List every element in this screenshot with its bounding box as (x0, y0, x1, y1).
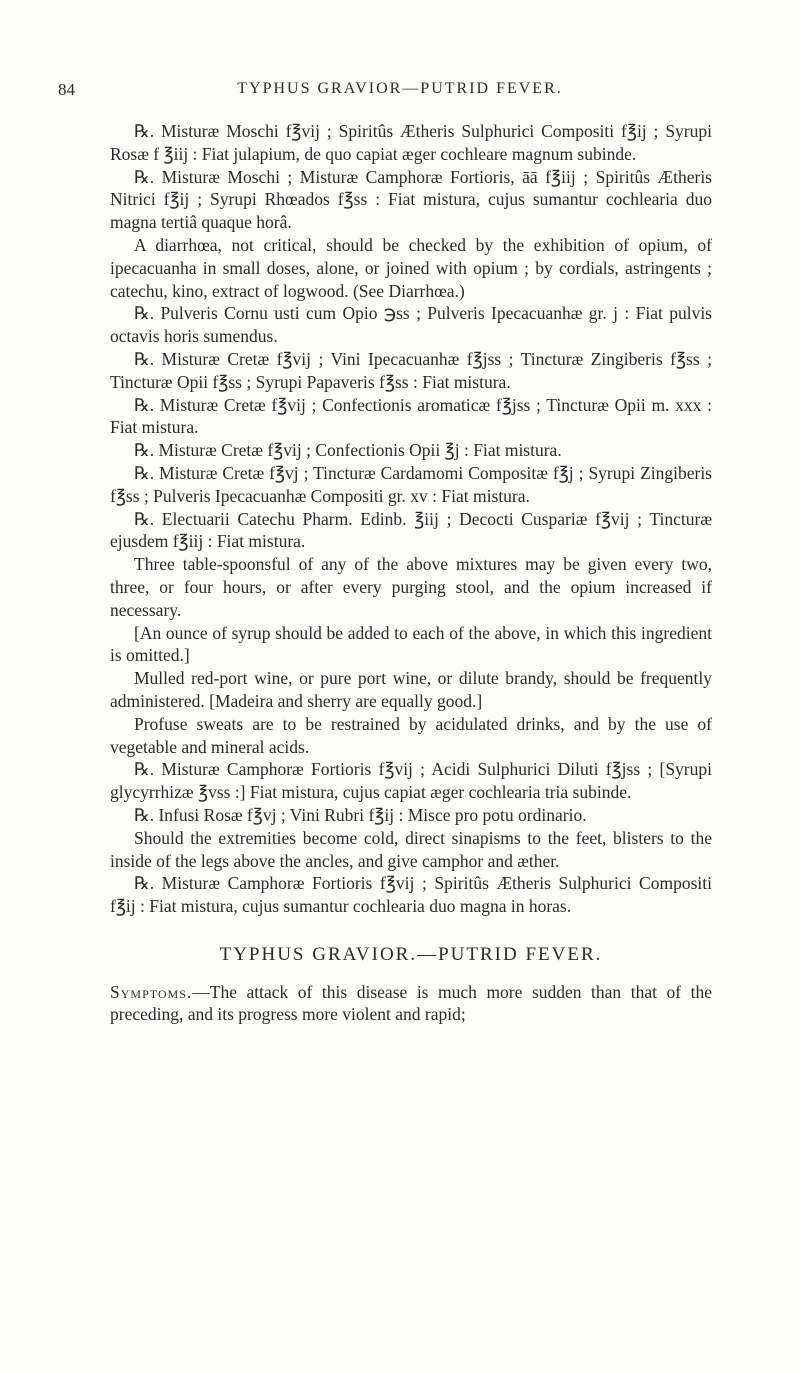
prescription-paragraph: ℞. Pulveris Cornu usti cum Opio ℈ss ; Pulveris Ipecacuanhæ gr. j : Fiat pulvis octavis horis sumendus. (110, 303, 712, 347)
section-text: —The attack of this disease is much more sudden than that of the preceding, and its progress more violent and rapid; (110, 981, 712, 1025)
text-paragraph: Should the extremities become cold, direct sinapisms to the feet, blisters to the inside of the legs above the ancles, and give camphor and æther. (110, 827, 712, 871)
prescription-paragraph: ℞. Infusi Rosæ f℥vj ; Vini Rubri f℥ij : Misce pro potu ordinario. (134, 804, 587, 825)
text-paragraph: [An ounce of syrup should be added to each of the above, in which this ingredient is omitted.] (110, 622, 712, 666)
text-paragraph: Mulled red-port wine, or pure port wine, or dilute brandy, should be frequently administered. [Madeira and sherry are equally good.] (110, 668, 712, 711)
prescription-paragraph: ℞. Electuarii Catechu Pharm. Edinb. ℥iij ; Decocti Cuspariæ f℥vij ; Tincturæ ejusdem f℥iij : Fiat mistura. (110, 508, 712, 552)
section-paragraph (110, 981, 712, 1027)
prescription-paragraph: ℞. Misturæ Camphoræ Fortioris f℥vij ; Spiritûs Ætheris Sulphurici Compositi f℥ij : Fiat mistura, cujus sumantur cochlearia duo magna in horas. (110, 873, 712, 917)
text-paragraph: Profuse sweats are to be restrained by acidulated drinks, and by the use of vegetable and mineral acids. (110, 713, 712, 757)
prescription-paragraph: ℞. Misturæ Cretæ f℥vj ; Tincturæ Cardamomi Compositæ f℥j ; Syrupi Zingiberis f℥ss ; Pulveris Ipecacuanhæ Compositi gr. xv : Fiat mistura. (110, 462, 712, 506)
prescription-paragraph: ℞. Misturæ Moschi ; Misturæ Camphoræ Fortioris, āā f℥iij ; Spiritûs Ætheris Nitrici f℥ij ; Syrupi Rhœados f℥ss : Fiat mistura, cujus sumantur cochlearia duo magna tertiâ quaque horâ. (110, 166, 712, 233)
text-paragraph: A diarrhœa, not critical, should be checked by the exhibition of opium, of ipecacuanha in small doses, alone, or joined with opium ; by cordials, astringents ; catechu, kino, extract of logwood. (See Diarrhœa.) (110, 234, 712, 301)
page-number: 84 (58, 80, 75, 99)
section-title: TYPHUS GRAVIOR.—PUTRID FEVER. (219, 943, 603, 965)
prescription-paragraph: ℞. Misturæ Cretæ f℥vij ; Vini Ipecacuanhæ f℥jss ; Tincturæ Zingiberis f℥ss ; Tincturæ Opii f℥ss ; Syrupi Papaveris f℥ss : Fiat mistura. (110, 348, 712, 392)
prescription-paragraph: ℞. Misturæ Cretæ f℥vij ; Confectionis Opii ℥j : Fiat mistura. (134, 440, 562, 461)
page-body (110, 120, 712, 1026)
section-lead: Symptoms. (110, 981, 193, 1002)
prescription-paragraph: ℞. Misturæ Cretæ f℥vij ; Confectionis aromaticæ f℥jss ; Tincturæ Opii m. xxx : Fiat mistura. (110, 394, 712, 438)
running-head: TYPHUS GRAVIOR—PUTRID FEVER. (237, 80, 563, 97)
text-paragraph: Three table-spoonsful of any of the above mixtures may be given every two, three, or four hours, or after every purging stool, and the opium increased if necessary. (110, 554, 712, 620)
prescription-paragraph: ℞. Misturæ Moschi f℥vij ; Spiritûs Ætheris Sulphurici Compositi f℥ij ; Syrupi Rosæ f ℥iij : Fiat julapium, de quo capiat æger cochleare magnum subinde. (110, 121, 712, 164)
prescription-paragraph: ℞. Misturæ Camphoræ Fortioris f℥vij ; Acidi Sulphurici Diluti f℥jss ; [Syrupi glycyrrhizæ ℥vss :] Fiat mistura, cujus capiat æger cochlearia tria subinde. (110, 759, 712, 803)
